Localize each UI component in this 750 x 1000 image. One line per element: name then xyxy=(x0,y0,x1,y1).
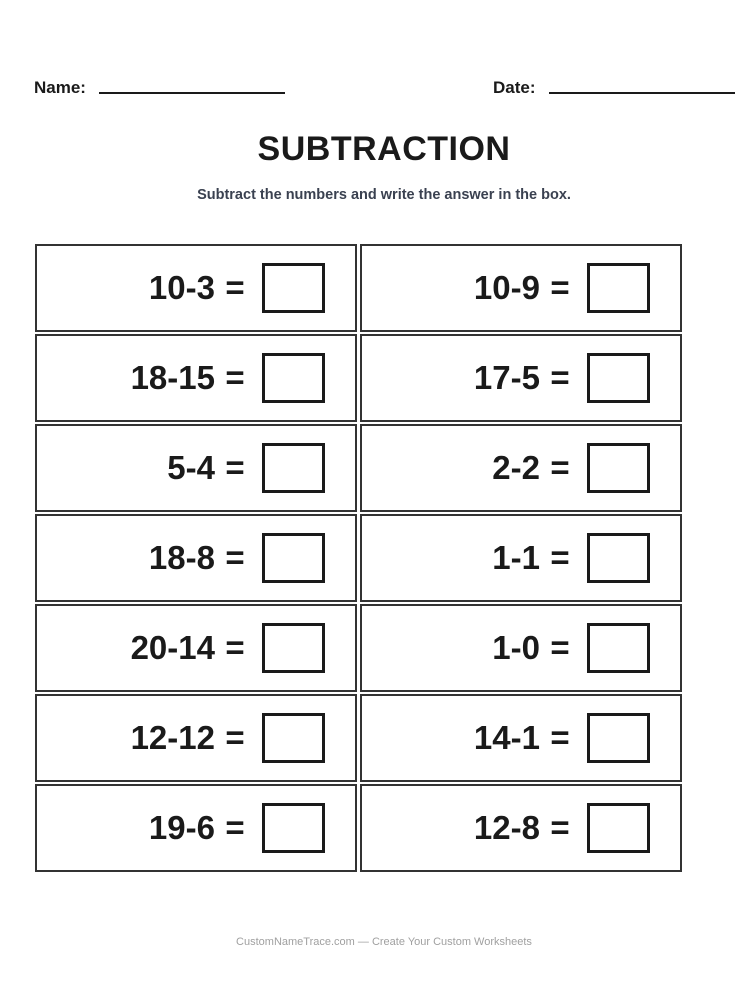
minuend: 1 xyxy=(492,629,511,666)
problem-expression xyxy=(37,696,215,780)
problem-cell xyxy=(360,244,682,332)
equals-sign: = xyxy=(550,809,570,846)
equals-sign: = xyxy=(225,629,245,666)
problem-cell xyxy=(35,514,357,602)
date-line[interactable] xyxy=(549,92,735,94)
subtrahend: 12 xyxy=(178,719,215,756)
minuend: 10 xyxy=(148,269,186,306)
problem-cell xyxy=(360,694,682,782)
answer-box[interactable] xyxy=(262,263,325,313)
minus-sign: - xyxy=(510,539,522,576)
minus-sign: - xyxy=(167,629,179,666)
problem-cell xyxy=(360,514,682,602)
answer-box[interactable] xyxy=(587,443,650,493)
minus-sign: - xyxy=(185,269,197,306)
answer-box[interactable] xyxy=(587,533,650,583)
answer-box[interactable] xyxy=(587,623,650,673)
problem-cell xyxy=(360,604,682,692)
minus-sign: - xyxy=(185,539,197,576)
problem-expression xyxy=(37,246,215,330)
problem-expression xyxy=(362,696,540,780)
problem-cell xyxy=(360,424,682,512)
problem-cell xyxy=(360,334,682,422)
subtrahend: 2 xyxy=(521,449,540,486)
problem-cell xyxy=(35,784,357,872)
problem-expression xyxy=(37,786,215,870)
subtrahend: 3 xyxy=(196,269,215,306)
equals-sign: = xyxy=(225,269,245,306)
answer-box[interactable] xyxy=(587,803,650,853)
minus-sign: - xyxy=(510,269,522,306)
equals-sign: = xyxy=(550,359,570,396)
answer-box[interactable] xyxy=(262,443,325,493)
problem-expression xyxy=(362,246,540,330)
problem-expression xyxy=(37,606,215,690)
answer-box[interactable] xyxy=(262,533,325,583)
subtrahend: 8 xyxy=(521,809,540,846)
name-line[interactable] xyxy=(99,92,285,94)
minus-sign: - xyxy=(167,359,179,396)
minuend: 1 xyxy=(492,539,511,576)
equals-sign: = xyxy=(225,809,245,846)
subtrahend: 1 xyxy=(521,539,540,576)
problem-cell xyxy=(360,784,682,872)
equals-sign: = xyxy=(225,719,245,756)
answer-box[interactable] xyxy=(587,713,650,763)
equals-sign: = xyxy=(225,539,245,576)
equals-sign: = xyxy=(550,269,570,306)
problem-grid xyxy=(35,244,682,872)
problem-expression xyxy=(362,516,540,600)
problem-expression xyxy=(37,336,215,420)
subtrahend: 1 xyxy=(521,719,540,756)
minuend: 18 xyxy=(130,359,168,396)
subtrahend: 5 xyxy=(521,359,540,396)
subtrahend: 15 xyxy=(178,359,215,396)
minus-sign: - xyxy=(510,359,522,396)
equals-sign: = xyxy=(550,719,570,756)
problem-expression xyxy=(37,426,215,510)
minus-sign: - xyxy=(510,629,522,666)
problem-cell xyxy=(35,604,357,692)
subtrahend: 14 xyxy=(178,629,215,666)
problem-expression xyxy=(362,606,540,690)
subtrahend: 4 xyxy=(196,449,215,486)
minuend: 20 xyxy=(130,629,168,666)
subtrahend: 9 xyxy=(521,269,540,306)
problem-expression xyxy=(362,336,540,420)
minuend: 12 xyxy=(130,719,168,756)
minuend: 2 xyxy=(492,449,511,486)
date-label: Date: xyxy=(493,78,536,97)
footer-credit: CustomNameTrace.com — Create Your Custom Worksheets xyxy=(236,936,532,948)
answer-box[interactable] xyxy=(587,263,650,313)
minuend: 10 xyxy=(473,269,511,306)
problem-cell xyxy=(35,244,357,332)
answer-box[interactable] xyxy=(262,353,325,403)
minuend: 19 xyxy=(148,809,186,846)
minus-sign: - xyxy=(510,809,522,846)
minuend: 17 xyxy=(473,359,511,396)
name-field[interactable] xyxy=(34,76,285,98)
equals-sign: = xyxy=(550,539,570,576)
subtrahend: 8 xyxy=(196,539,215,576)
name-label: Name: xyxy=(34,78,86,97)
problem-expression xyxy=(37,516,215,600)
date-field[interactable] xyxy=(493,76,735,98)
equals-sign: = xyxy=(550,449,570,486)
problem-cell xyxy=(35,694,357,782)
equals-sign: = xyxy=(225,449,245,486)
minuend: 14 xyxy=(473,719,511,756)
answer-box[interactable] xyxy=(262,803,325,853)
equals-sign: = xyxy=(225,359,245,396)
minus-sign: - xyxy=(167,719,179,756)
minuend: 5 xyxy=(167,449,186,486)
minus-sign: - xyxy=(510,449,522,486)
minus-sign: - xyxy=(185,449,197,486)
subtrahend: 6 xyxy=(196,809,215,846)
answer-box[interactable] xyxy=(262,713,325,763)
problem-expression xyxy=(362,786,540,870)
minuend: 12 xyxy=(473,809,511,846)
minus-sign: - xyxy=(185,809,197,846)
minuend: 18 xyxy=(148,539,186,576)
equals-sign: = xyxy=(550,629,570,666)
worksheet-instructions: Subtract the numbers and write the answer in the box. xyxy=(197,187,571,203)
problem-cell xyxy=(35,334,357,422)
minus-sign: - xyxy=(510,719,522,756)
problem-expression xyxy=(362,426,540,510)
subtrahend: 0 xyxy=(521,629,540,666)
worksheet-title: SUBTRACTION xyxy=(257,130,511,168)
answer-box[interactable] xyxy=(587,353,650,403)
problem-cell xyxy=(35,424,357,512)
answer-box[interactable] xyxy=(262,623,325,673)
